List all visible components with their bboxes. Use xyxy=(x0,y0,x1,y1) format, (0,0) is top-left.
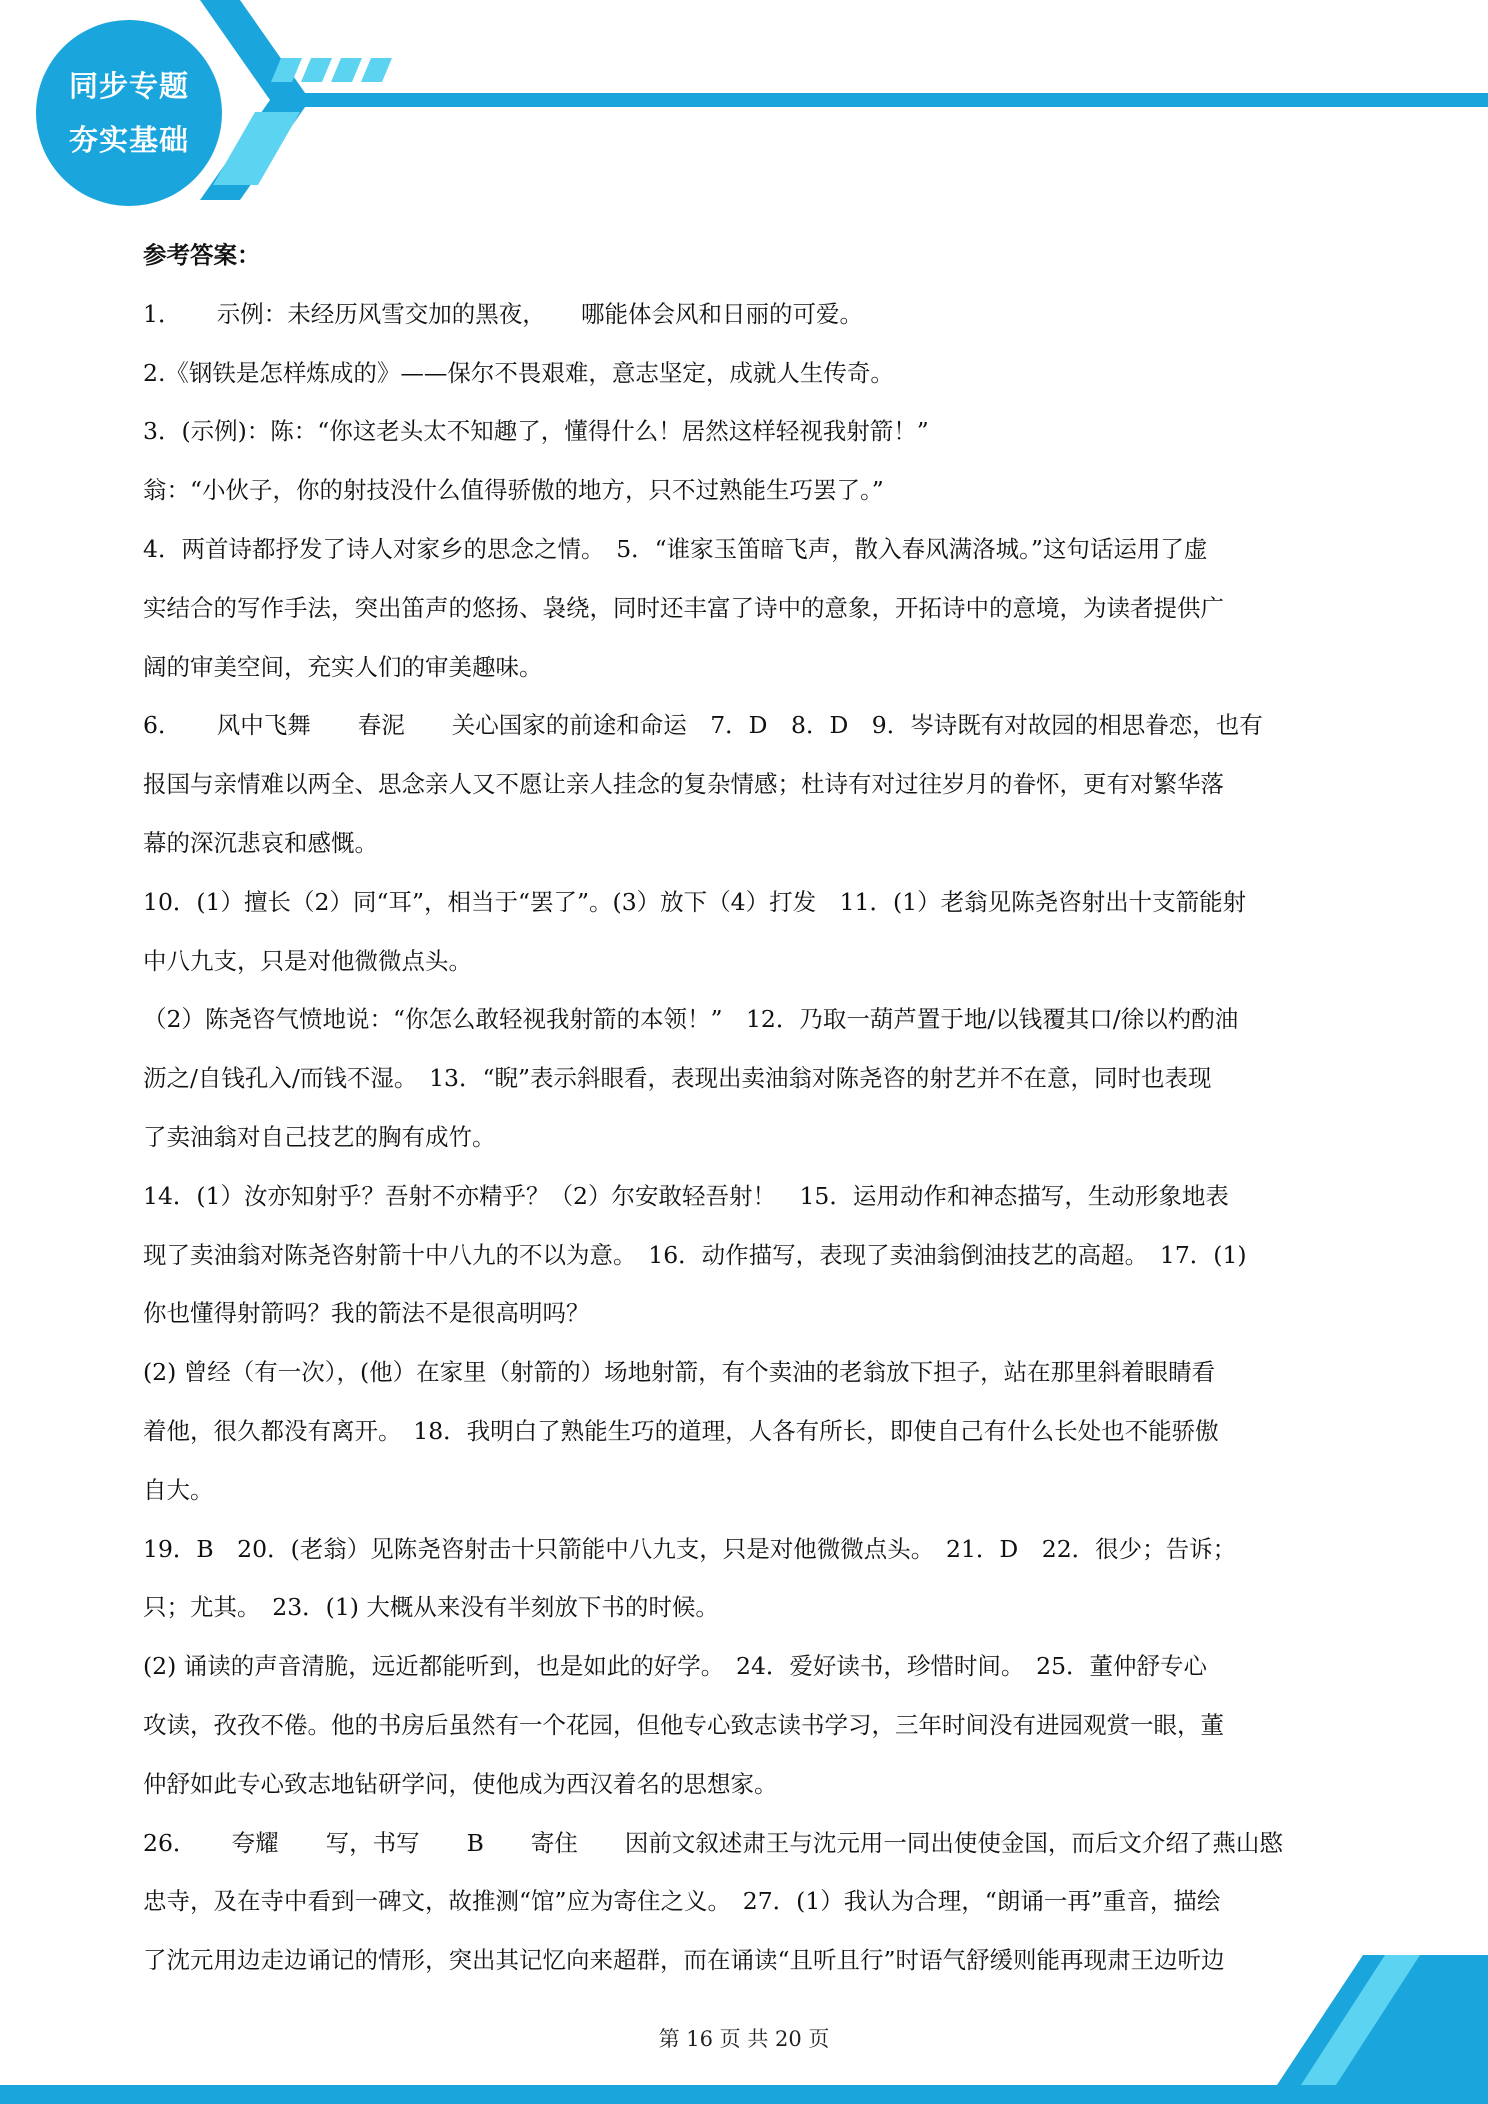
text-line: 4．两首诗都抒发了诗人对家乡的思念之情。 5．“谁家玉笛暗飞声，散入春风满洛城。”这句话运用了虚 xyxy=(143,534,1208,563)
text-line: 19．B 20．(老翁）见陈尧咨射击十只箭能中八九支，只是对他微微点头。 21．D 22．很少；告诉； xyxy=(143,1534,1237,1563)
header-dash-3 xyxy=(331,58,362,82)
text-line: (2) 曾经（有一次），(他）在家里（射箭的）场地射箭，有个卖油的老翁放下担子，站在那里斜着眼睛看 xyxy=(143,1358,1216,1387)
text-line: 仲舒如此专心致志地钻研学问，使他成为西汉着名的思想家。 xyxy=(143,1769,778,1798)
footer-stripe xyxy=(0,2085,1488,2104)
text-line: 了卖油翁对自己技艺的胸有成竹。 xyxy=(143,1122,496,1151)
text-line: 6． 风中飞舞 春泥 关心国家的前途和命运 7．D 8．D 9．岑诗既有对故园的相思眷恋，也有 xyxy=(143,711,1263,740)
header-banner xyxy=(0,0,1488,200)
page-number: 第 16 页 共 20 页 xyxy=(658,2027,830,2051)
text-line: 只；尤其。 23．(1) 大概从来没有半刻放下书的时候。 xyxy=(143,1593,719,1622)
text-line: 报国与亲情难以两全、思念亲人又不愿让亲人挂念的复杂情感；杜诗有对过往岁月的眷怀，更有对繁华落 xyxy=(143,770,1224,799)
text-line: 忠寺，及在寺中看到一碑文，故推测“馆”应为寄住之义。 27．(1）我认为合理，“朗诵一再”重音，描绘 xyxy=(143,1887,1221,1916)
header-dash-2 xyxy=(301,58,332,82)
text-line: 阔的审美空间，充实人们的审美趣味。 xyxy=(143,652,543,681)
header-stripe xyxy=(270,93,1488,107)
text-line: 14．(1）汝亦知射乎？吾射不亦精乎？（2）尔安敢轻吾射！ 15．运用动作和神态描写，生动形象地表 xyxy=(143,1181,1229,1210)
text-line: 中八九支，只是对他微微点头。 xyxy=(143,946,472,975)
badge-line-1: 同步专题 xyxy=(68,69,189,103)
answers-heading: 参考答案： xyxy=(143,241,261,269)
text-line: 幕的深沉悲哀和感慨。 xyxy=(143,828,378,857)
text-line: 实结合的写作手法，突出笛声的悠扬、袅绕，同时还丰富了诗中的意象，开拓诗中的意境，为读者提供广 xyxy=(143,593,1224,622)
text-line: 3．(示例)：陈：“你这老头太不知趣了，懂得什么！居然这样轻视我射箭！” xyxy=(143,417,929,446)
text-line: 1． 示例：未经历风雪交加的黑夜， 哪能体会风和日丽的可爱。 xyxy=(143,299,863,328)
text-line: 了沈元用边走边诵记的情形，突出其记忆向来超群，而在诵读“且听且行”时语气舒缓则能再现肃王边听边 xyxy=(143,1946,1225,1975)
text-line: （2）陈尧咨气愤地说：“你怎么敢轻视我射箭的本领！” 12．乃取一葫芦置于地/以钱覆其口/徐以杓酌油 xyxy=(143,1005,1239,1034)
text-line: 你也懂得射箭吗？我的箭法不是很高明吗？ xyxy=(143,1299,590,1328)
text-line: 自大。 xyxy=(143,1475,214,1504)
header-dash-4 xyxy=(361,58,392,82)
text-line: 现了卖油翁对陈尧咨射箭十中八九的不以为意。 16．动作描写，表现了卖油翁倒油技艺的高超。 17．(1) xyxy=(143,1240,1247,1269)
text-line: 2.《钢铁是怎样炼成的》——保尔不畏艰难，意志坚定，成就人生传奇。 xyxy=(143,358,894,387)
text-line: 攻读，孜孜不倦。他的书房后虽然有一个花园，但他专心致志读书学习，三年时间没有进园观赏一眼，董 xyxy=(143,1710,1224,1739)
text-line: 26． 夸耀 写，书写 B 寄住 因前文叙述肃王与沈元用一同出使使金国，而后文介绍了燕山愍 xyxy=(143,1828,1283,1857)
text-line: 10．(1）擅长（2）同“耳”，相当于“罢了”。(3）放下（4）打发 11．(1）老翁见陈尧咨射出十支箭能射 xyxy=(143,887,1247,916)
text-line: (2) 诵读的声音清脆，远近都能听到，也是如此的好学。 24．爱好读书，珍惜时间。 25．董仲舒专心 xyxy=(143,1652,1208,1681)
answer-content xyxy=(143,226,1353,1990)
text-line: 翁：“小伙子，你的射技没什么值得骄傲的地方，只不过熟能生巧罢了。” xyxy=(143,476,884,505)
header-chevron-light xyxy=(213,112,300,185)
badge-line-2: 夯实基础 xyxy=(68,123,189,157)
section-badge xyxy=(36,20,222,206)
text-line: 着他，很久都没有离开。 18．我明白了熟能生巧的道理，人各有所长，即使自己有什么长处也不能骄傲 xyxy=(143,1416,1219,1445)
text-line: 沥之/自钱孔入/而钱不湿。 13．“睨”表示斜眼看，表现出卖油翁对陈尧咨的射艺并不在意，同时也表现 xyxy=(143,1064,1212,1093)
